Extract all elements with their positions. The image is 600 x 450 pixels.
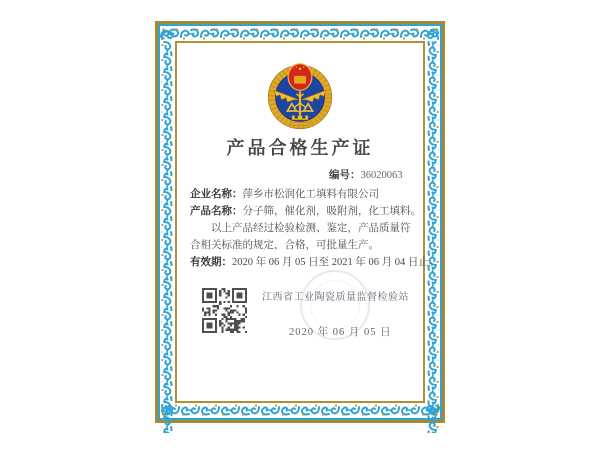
border-ornament-right bbox=[425, 41, 440, 433]
border-corner-ornament-icon bbox=[160, 26, 175, 41]
field-company-label: 企业名称： bbox=[190, 189, 243, 200]
certificate-title: 产品合格生产证 bbox=[226, 138, 374, 158]
serial-number-row bbox=[329, 167, 403, 182]
certificate-inner-panel bbox=[175, 41, 440, 403]
field-company bbox=[190, 186, 416, 203]
field-product bbox=[190, 203, 421, 220]
field-product-label: 产品名称： bbox=[190, 206, 243, 217]
serial-label: 编号： bbox=[329, 170, 361, 181]
quality-supervision-emblem-icon bbox=[263, 57, 337, 131]
field-validity-value: 2020 年 06 月 05 日至 2021 年 06 月 04 日止。 bbox=[232, 257, 440, 268]
issuer-name: 江西省工业陶瓷质量监督检验站 bbox=[262, 292, 409, 303]
field-company-value: 萍乡市松润化工填料有限公司 bbox=[242, 189, 379, 200]
certificate-body bbox=[190, 186, 440, 271]
qualification-statement: 以上产品经过检验检测、鉴定，产品质量符合相关标准的规定，合格，可批量生产。 bbox=[190, 223, 411, 251]
border-ornament-left bbox=[160, 41, 175, 433]
border-corner-ornament-icon bbox=[425, 403, 440, 418]
qr-code bbox=[202, 286, 247, 335]
border-cyan-frame bbox=[158, 24, 442, 420]
issue-date: 2020 年 06 月 05 日 bbox=[289, 327, 392, 338]
field-validity-label: 有效期： bbox=[190, 257, 232, 268]
certificate bbox=[155, 21, 445, 423]
border-ornament-bottom bbox=[160, 403, 440, 418]
border-corner-ornament-icon bbox=[425, 26, 440, 41]
field-product-value: 分子筛，催化剂，吸附剂，化工填料。 bbox=[242, 206, 421, 217]
serial-value: 36020063 bbox=[360, 170, 403, 181]
field-validity bbox=[190, 254, 440, 271]
certificate-content bbox=[177, 43, 440, 401]
border-corner-ornament-icon bbox=[160, 403, 175, 418]
border-ornament-top bbox=[160, 26, 440, 41]
